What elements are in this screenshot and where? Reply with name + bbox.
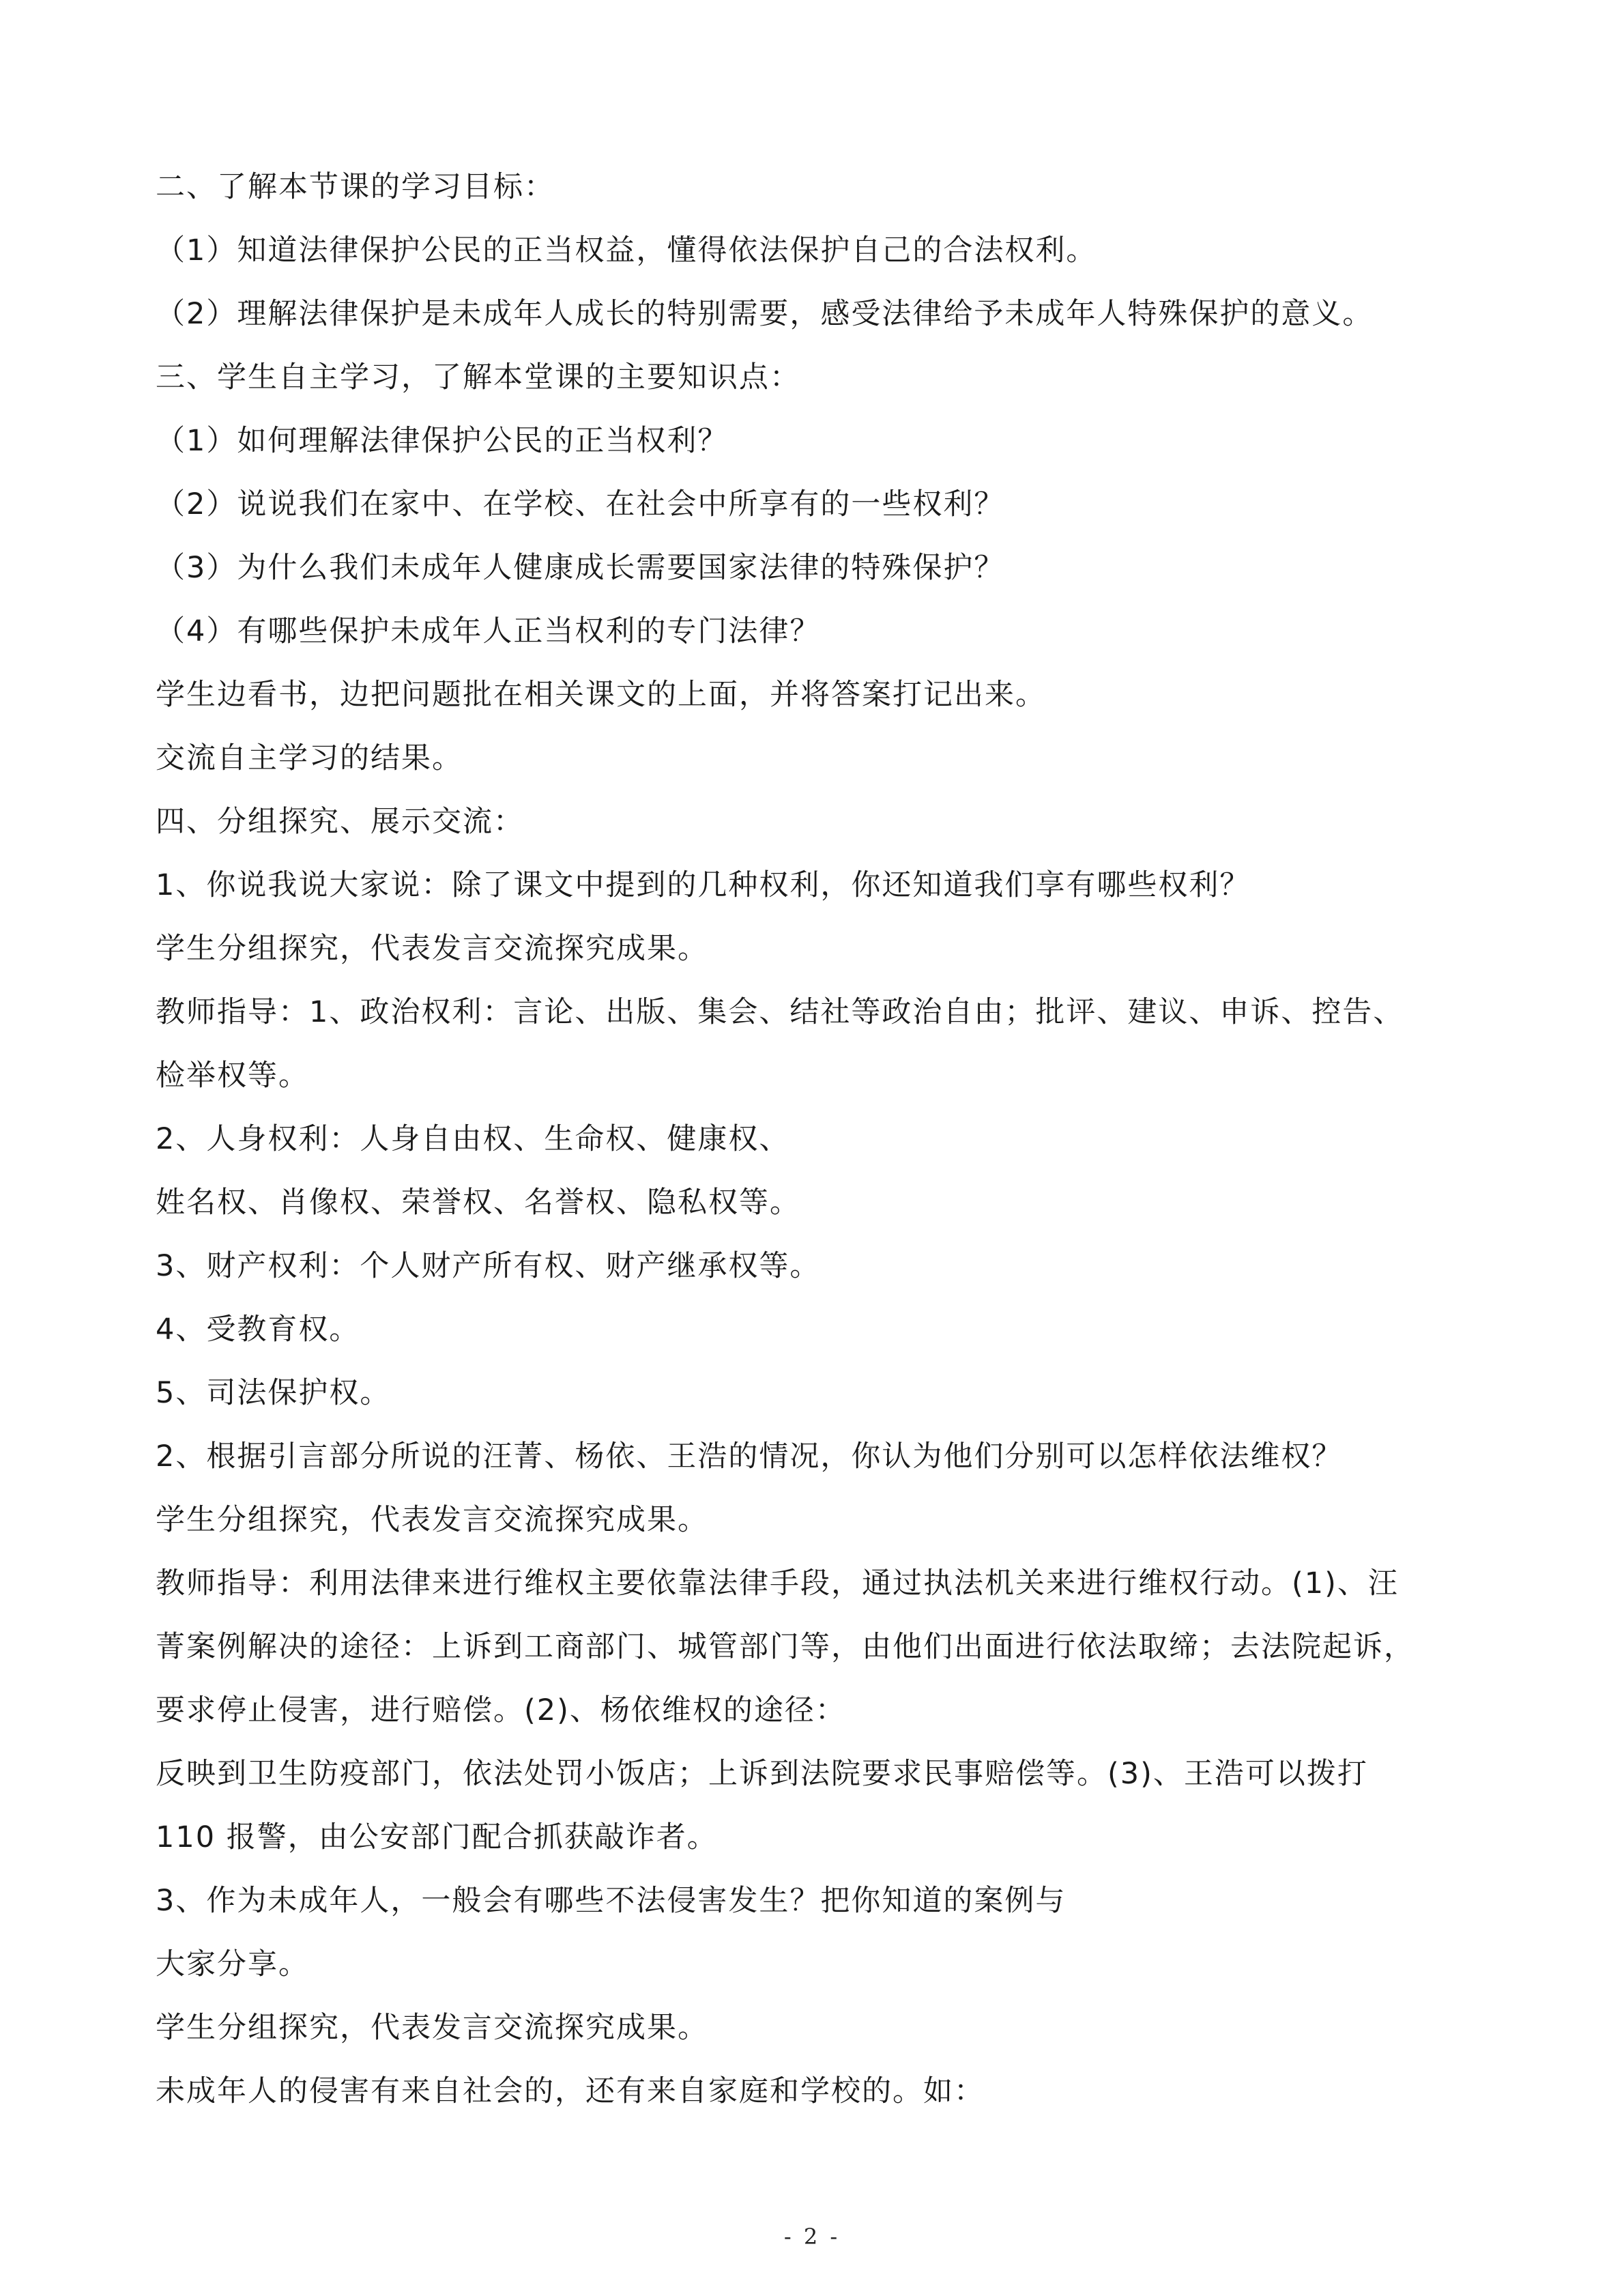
paragraph-line: 5、司法保护权。 [156, 1376, 391, 1410]
paragraph-line: 学生分组探究，代表发言交流探究成果。 [156, 1503, 708, 1537]
paragraph-line: 要求停止侵害，进行赔偿。(2)、杨依维权的途径： [156, 1693, 846, 1727]
question-item: （4）有哪些保护未成年人正当权利的专门法律？ [156, 614, 821, 648]
section-heading-learning-goals: 二、了解本节课的学习目标： [156, 170, 555, 204]
paragraph-line: 检举权等。 [156, 1059, 309, 1093]
section-heading-group-inquiry: 四、分组探究、展示交流： [156, 805, 524, 839]
question-item: （2）说说我们在家中、在学校、在社会中所享有的一些权利？ [156, 487, 1005, 521]
paragraph-line: 学生分组探究，代表发言交流探究成果。 [156, 932, 708, 966]
goal-item: （2）理解法律保护是未成年人成长的特别需要，感受法律给予未成年人特殊保护的意义。 [156, 297, 1374, 331]
paragraph-line: 教师指导：利用法律来进行维权主要依靠法律手段，通过执法机关来进行维权行动。(1)、汪 [156, 1566, 1399, 1601]
paragraph-line: 1、你说我说大家说：除了课文中提到的几种权利，你还知道我们享有哪些权利？ [156, 868, 1251, 902]
paragraph-line: 2、根据引言部分所说的汪菁、杨依、王浩的情况，你认为他们分别可以怎样依法维权？ [156, 1439, 1343, 1474]
paragraph-line: 4、受教育权。 [156, 1312, 360, 1347]
paragraph-line: 教师指导：1、政治权利：言论、出版、集会、结社等政治自由；批评、建议、申诉、控告、 [156, 995, 1404, 1029]
paragraph-line: 3、财产权利：个人财产所有权、财产继承权等。 [156, 1249, 821, 1283]
question-item: （3）为什么我们未成年人健康成长需要国家法律的特殊保护？ [156, 551, 1005, 585]
paragraph-line: 110 报警，由公安部门配合抓获敲诈者。 [156, 1820, 718, 1854]
question-item: （1）如何理解法律保护公民的正当权利？ [156, 424, 729, 458]
paragraph-line: 姓名权、肖像权、荣誉权、名誉权、隐私权等。 [156, 1186, 800, 1220]
paragraph-line: 未成年人的侵害有来自社会的，还有来自家庭和学校的。如： [156, 2074, 985, 2108]
paragraph-line: 大家分享。 [156, 1947, 309, 1981]
paragraph-line: 2、人身权利：人身自由权、生命权、健康权、 [156, 1122, 790, 1156]
goal-item: （1）知道法律保护公民的正当权益，懂得依法保护自己的合法权利。 [156, 233, 1097, 268]
paragraph-line: 菁案例解决的途径：上诉到工商部门、城管部门等，由他们出面进行依法取缔；去法院起诉， [156, 1630, 1415, 1664]
paragraph-line: 学生边看书，边把问题批在相关课文的上面，并将答案打记出来。 [156, 678, 1046, 712]
paragraph-line: 3、作为未成年人，一般会有哪些不法侵害发生？把你知道的案例与 [156, 1884, 1067, 1918]
paragraph-line: 反映到卫生防疫部门，依法处罚小饭店；上诉到法院要求民事赔偿等。(3)、王浩可以拨打 [156, 1757, 1368, 1791]
section-heading-self-study: 三、学生自主学习，了解本堂课的主要知识点： [156, 360, 800, 394]
page-number: - 2 - [783, 2224, 841, 2250]
document-body [156, 156, 1493, 2123]
paragraph-line: 学生分组探究，代表发言交流探究成果。 [156, 2011, 708, 2045]
paragraph-line: 交流自主学习的结果。 [156, 741, 463, 775]
